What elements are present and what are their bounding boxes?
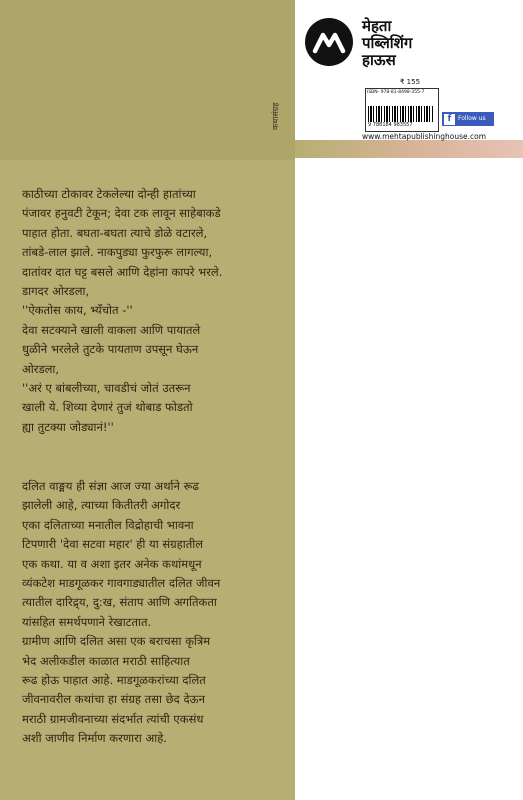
- publisher-name: [362, 18, 412, 69]
- blurb-line: पाहात होता. बघता-बघता त्याचे डोळे वटारले,: [22, 225, 208, 240]
- spine-genre-label: कथासंग्रह: [271, 102, 280, 130]
- publisher-name-line: मेहता: [362, 17, 392, 35]
- blurb-line: रूढ होऊ पाहात आहे. माडगूळकरांच्या दलित: [22, 673, 206, 688]
- blurb-line: ''ऐकतोस काय, भ्यँचोत -'': [22, 303, 133, 318]
- blurb-line: ग्रामीण आणि दलित असा एक बराचसा कृत्रिम: [22, 634, 211, 649]
- publisher-name-line: हाऊस: [362, 51, 396, 69]
- back-cover-olive-top: [0, 0, 295, 160]
- isbn-text: ISBN- 978-81-8498-355-7: [367, 90, 425, 95]
- blurb-line: अशी जाणीव निर्माण करणारा आहे.: [22, 731, 167, 746]
- blurb-line: ''अरं ए बांबलीच्या, चावडीचं जोतं उतरून: [22, 381, 191, 396]
- blurb-line: जीवनावरील कथांचा हा संग्रह तसा छेद देऊन: [22, 692, 205, 707]
- blurb-line: एका दलिताच्या मनातील विद्रोहाची भावना: [22, 517, 194, 532]
- blurb-line: एक कथा. या व अशा इतर अनेक कथांमधून: [22, 556, 202, 571]
- blurb-line: तांबडे-लाल झाले. नाकपुड्या फुरफुरू लागल्या,: [22, 245, 213, 260]
- blurb-line: मराठी ग्रामजीवनाच्या संदर्भात त्यांची एकसंध: [22, 711, 204, 726]
- blurb-line: धुळीने भरलेले तुटके पायताण उपसून घेऊन: [22, 342, 199, 357]
- blurb-paragraph-2: [22, 477, 294, 749]
- blurb-line: खाली ये. शिव्या देणारं तुजं थोबाड फोडतो: [22, 400, 193, 415]
- blurb-line: झालेली आहे, त्याच्या कितीतरी अगोदर: [22, 498, 181, 513]
- blurb-line: त्यातील दारिद्र्य, दु:ख, संताप आणि अगतिकता: [22, 595, 217, 610]
- blurb-line: टिपणारी 'देवा सटवा महार' ही या संग्रहातील: [22, 537, 204, 552]
- blurb-line: डागदर ओरडला,: [22, 284, 90, 299]
- facebook-follow-button[interactable]: [442, 112, 494, 126]
- publisher-website-link[interactable]: www.mehtapublishinghouse.com: [362, 132, 487, 141]
- blurb-paragraph-1: [22, 185, 294, 437]
- publisher-name-line: पब्लिशिंग: [362, 34, 413, 52]
- facebook-follow-label: Follow us: [458, 115, 486, 122]
- gradient-band: [295, 140, 523, 158]
- barcode-bars: [368, 106, 434, 122]
- blurb-line: देवा सटक्याने खाली वाकला आणि पायातले: [22, 322, 201, 337]
- blurb-line: व्यंकटेश माडगूळकर गावगाड्यातील दलित जीवन: [22, 576, 221, 591]
- blurb-line: दातांवर दात घट्ट बसले आणि देहांना कापरे भरले.: [22, 264, 223, 279]
- blurb-line: दलित वाङ्मय ही संज्ञा आज ज्या अर्थाने रूढ: [22, 479, 199, 493]
- barcode-number: 9 788184 983557: [368, 122, 413, 128]
- blurb-line: यांसहित समर्थपणाने रेखाटतात.: [22, 614, 152, 629]
- facebook-icon: f: [444, 114, 455, 125]
- blurb-line: भेद अलीकडील काळात मराठी साहित्यात: [22, 653, 190, 668]
- blurb-line: ओरडला,: [22, 361, 60, 376]
- blurb-line: काठीच्या टोकावर टेकलेल्या दोन्ही हातांच्या: [22, 187, 196, 201]
- price-label: ₹ 155: [400, 78, 421, 86]
- blurb-line: पंजावर हनुवटी टेकून; देवा टक लावून साहेबाकडे: [22, 206, 221, 221]
- blurb-line: ह्या तुटक्या जोड्यानं!'': [22, 419, 114, 434]
- publisher-logo-icon: [305, 18, 353, 66]
